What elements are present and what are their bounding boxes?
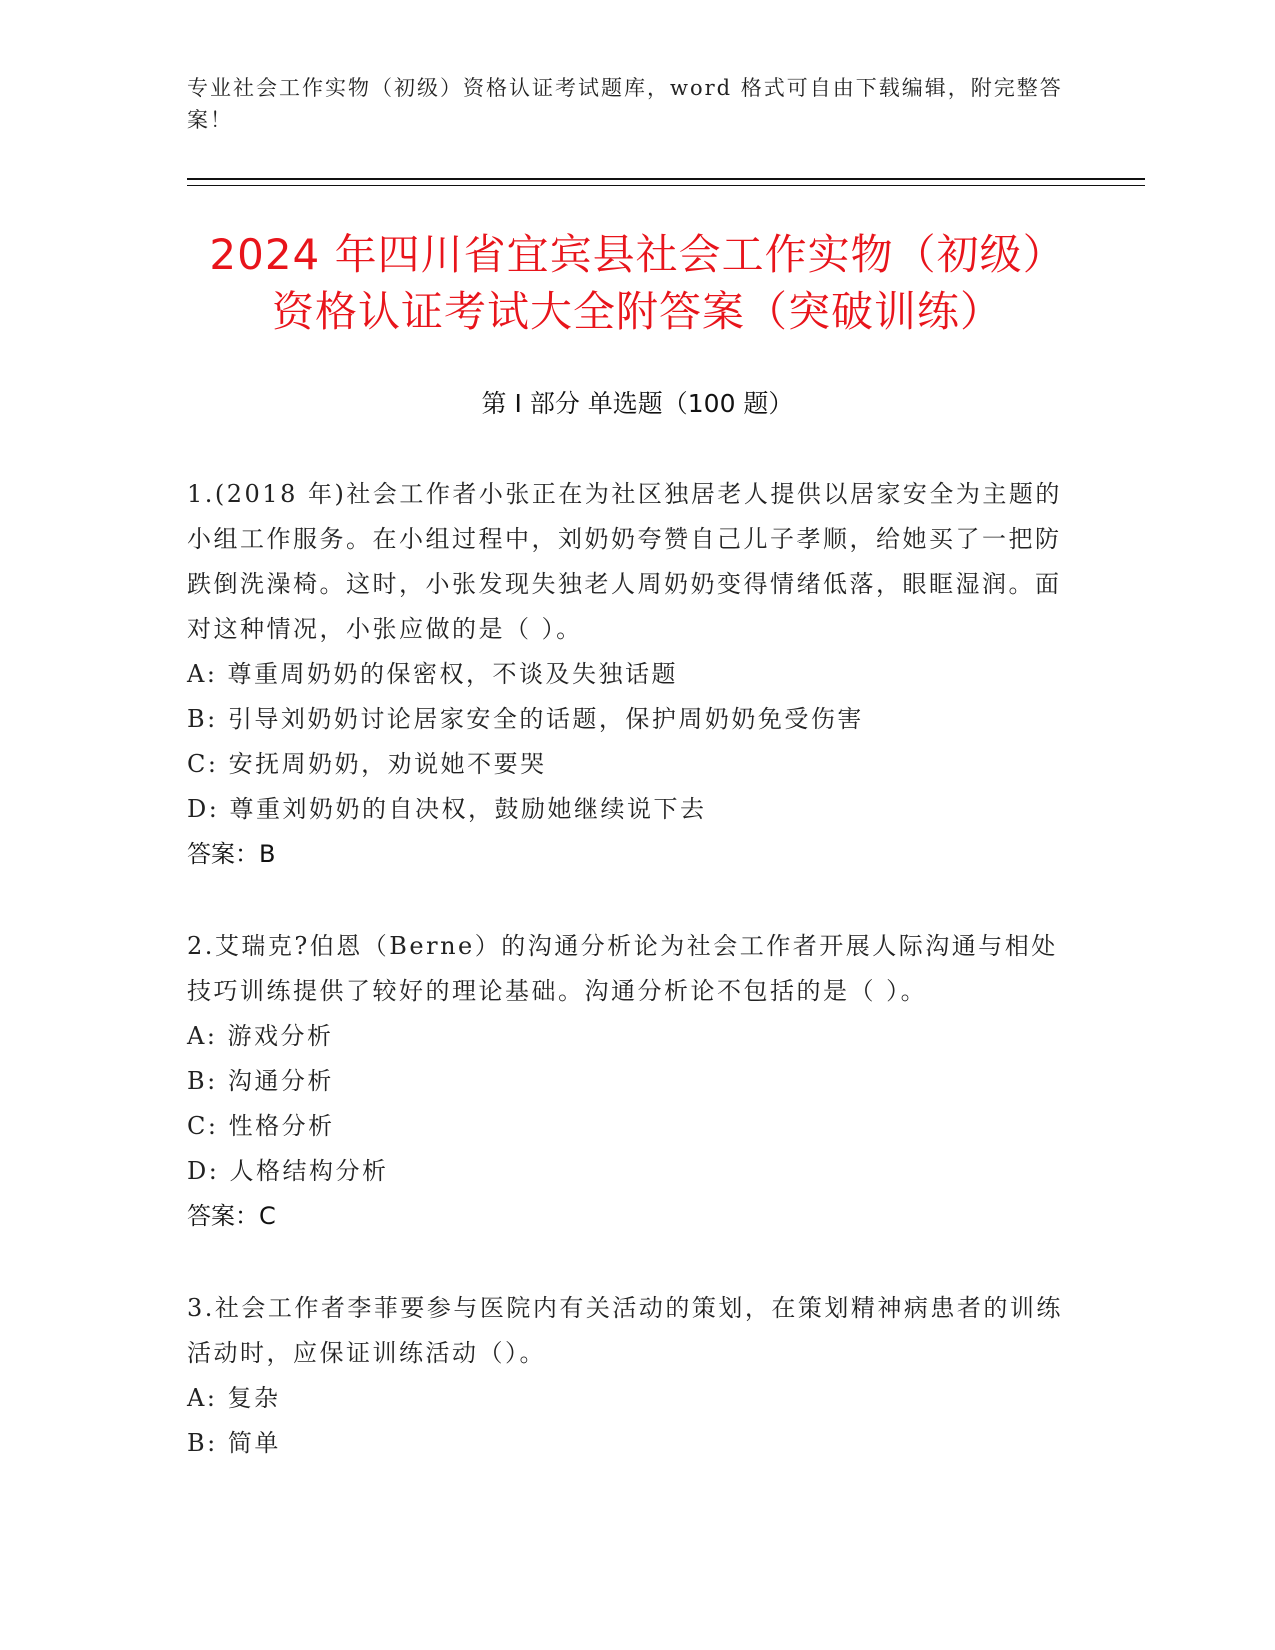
answer: 答案：B: [187, 840, 276, 868]
section-heading: 第 I 部分 单选题（100 题）: [481, 389, 794, 418]
option-d: D: 尊重刘奶奶的自决权，鼓励她继续说下去: [187, 795, 707, 823]
question-3: [187, 1286, 1067, 1466]
option-d: D: 人格结构分析: [187, 1157, 389, 1185]
document-title: [150, 226, 1125, 340]
document-title-line-1: 2024 年四川省宜宾县社会工作实物（初级）: [209, 230, 1066, 279]
question-2: [187, 924, 1067, 1239]
option-a: A: 复杂: [187, 1384, 281, 1412]
option-a: A: 尊重周奶奶的保密权，不谈及失独话题: [187, 660, 679, 688]
option-c: C: 性格分析: [187, 1112, 335, 1140]
answer: 答案：C: [187, 1202, 276, 1230]
option-a: A: 游戏分析: [187, 1022, 334, 1050]
header-divider-thick: [187, 178, 1145, 180]
option-b: B: 简单: [187, 1429, 281, 1457]
option-b: B: 引导刘奶奶讨论居家安全的话题，保护周奶奶免受伤害: [187, 705, 864, 733]
question-1: [187, 472, 1067, 877]
question-list: [187, 472, 1067, 1513]
question-stem: 3.社会工作者李菲要参与医院内有关活动的策划，在策划精神病患者的训练活动时，应保证训练活动（）。: [187, 1294, 1063, 1367]
option-c: C: 安抚周奶奶，劝说她不要哭: [187, 750, 547, 778]
document-title-line-2: 资格认证考试大全附答案（突破训练）: [271, 287, 1003, 336]
header-divider-thin: [187, 185, 1145, 186]
question-stem: 1.(2018 年)社会工作者小张正在为社区独居老人提供以居家安全为主题的小组工作服务。在小组过程中，刘奶奶夸赞自己儿子孝顺，给她买了一把防跌倒洗澡椅。这时，小张发现失独老人周奶奶变得情绪低落，眼眶湿润。面对这种情况，小张应做的是（ ）。: [187, 480, 1062, 643]
question-stem: 2.艾瑞克?伯恩（Berne）的沟通分析论为社会工作者开展人际沟通与相处技巧训练提供了较好的理论基础。沟通分析论不包括的是（ ）。: [187, 932, 1058, 1005]
header-note: 专业社会工作实物（初级）资格认证考试题库，word 格式可自由下载编辑，附完整答案！: [187, 76, 1063, 132]
option-b: B: 沟通分析: [187, 1067, 334, 1095]
